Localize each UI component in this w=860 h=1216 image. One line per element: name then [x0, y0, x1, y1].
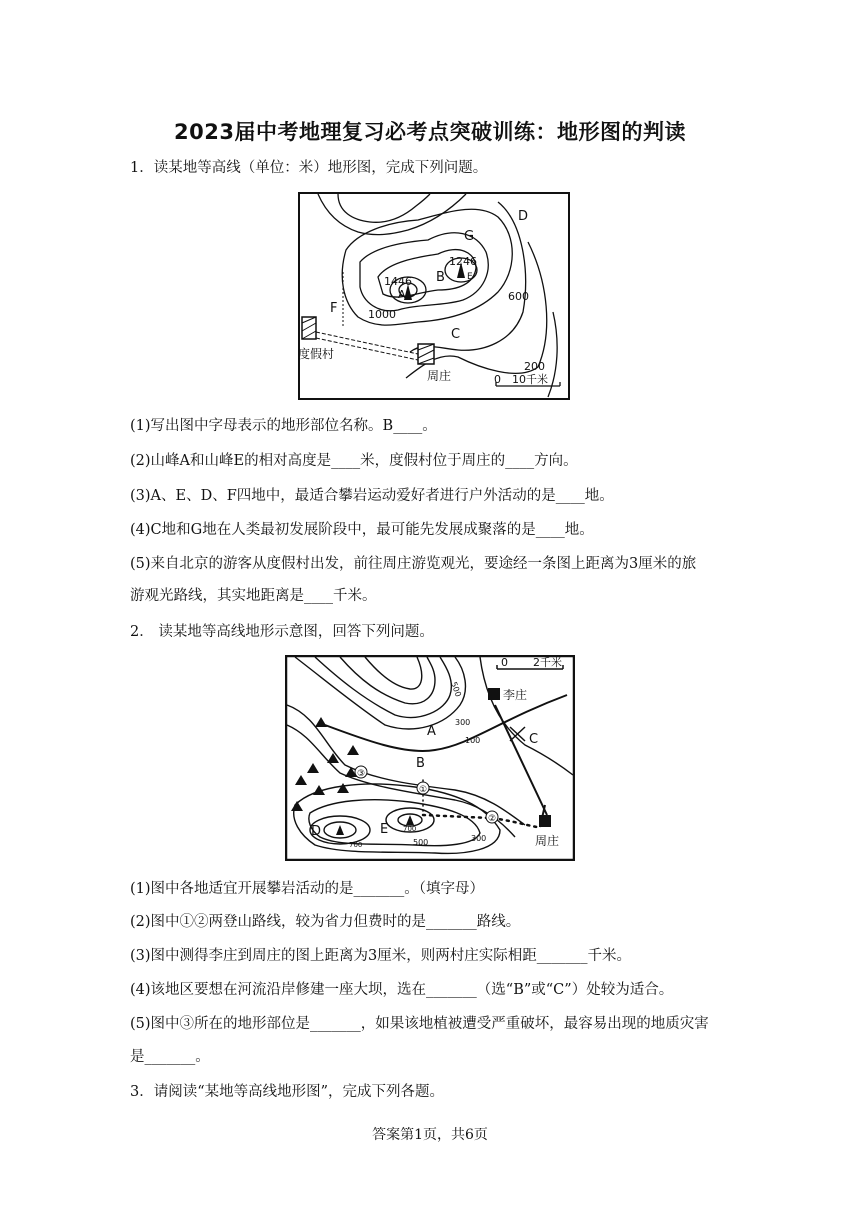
document-title: 2023届中考地理复习必考点突破训练：地形图的判读	[174, 120, 686, 144]
label-g: G	[464, 229, 475, 244]
label-c-2: C	[529, 732, 539, 747]
label-300-bottom: 300	[471, 834, 487, 843]
q2-item-1: (1)图中各地适宜开展攀岩活动的是_______。（填字母）	[130, 881, 485, 897]
label-d-2: D	[311, 824, 322, 839]
label-200: 200	[524, 360, 545, 373]
scale-2km: 2千米	[533, 656, 562, 669]
label-300-top: 300	[455, 718, 471, 727]
label-1000: 1000	[368, 308, 396, 321]
question-3-stem: 3．请阅读“某地等高线地形图”，完成下列各题。	[130, 1084, 445, 1100]
question-2-stem: 2． 读某地等高线地形示意图，回答下列问题。	[130, 624, 434, 640]
q1-item-5-cont: 游观光路线，其实地距离是____千米。	[130, 588, 377, 604]
label-zhouzhuang: 周庄	[427, 369, 452, 383]
scale-zero-2: 0	[501, 656, 508, 669]
q1-item-1: (1)写出图中字母表示的地形部位名称。B____。	[130, 418, 437, 434]
scale-zero: 0	[494, 373, 501, 386]
label-500-bottom: 500	[413, 838, 429, 847]
question-1-stem: 1．读某地等高线（单位：米）地形图，完成下列问题。	[130, 160, 488, 176]
label-f: F	[330, 301, 338, 316]
q1-item-2: (2)山峰A和山峰E的相对高度是____米，度假村位于周庄的____方向。	[130, 453, 578, 469]
contour-map-2	[285, 655, 575, 861]
label-circle-2: ②	[488, 814, 497, 824]
label-a: A	[398, 288, 406, 301]
label-resort: 度假村	[298, 347, 335, 361]
label-500-top: 500	[449, 680, 463, 699]
label-lizhuang: 李庄	[503, 688, 528, 702]
label-b-2: B	[416, 756, 425, 771]
q1-item-3: (3)A、E、D、F四地中，最适合攀岩运动爱好者进行户外活动的是____地。	[130, 488, 614, 504]
label-circle-3: ③	[357, 769, 366, 779]
label-circle-1: ①	[419, 785, 428, 795]
q2-item-4: (4)该地区要想在河流沿岸修建一座大坝，选在_______（选“B”或“C”）处较为适合。	[130, 982, 674, 998]
scale-10km: 10千米	[512, 373, 548, 386]
label-e-2: E	[380, 822, 389, 837]
label-1446: 1446	[384, 275, 412, 288]
page-footer: 答案第1页，共6页	[372, 1127, 488, 1143]
label-b: B	[436, 270, 445, 285]
label-e: E	[467, 272, 473, 282]
q1-item-5: (5)来自北京的游客从度假村出发，前往周庄游览观光，要途经一条图上距离为3厘米的旅	[130, 556, 697, 572]
q2-item-3: (3)图中测得李庄到周庄的图上距离为3厘米，则两村庄实际相距_______千米。	[130, 948, 632, 964]
q2-item-2: (2)图中①②两登山路线，较为省力但费时的是_______路线。	[130, 914, 521, 930]
q1-item-4: (4)C地和G地在人类最初发展阶段中，最可能先发展成聚落的是____地。	[130, 522, 594, 538]
label-1246: 1246	[449, 255, 477, 268]
label-d: D	[518, 209, 529, 224]
q2-item-5: (5)图中③所在的地形部位是_______，如果该地植被遭受严重破坏，最容易出现的地质灾害	[130, 1016, 709, 1032]
label-700-left: 700	[349, 841, 363, 849]
label-600: 600	[508, 290, 529, 303]
label-700-right: 700	[403, 825, 417, 833]
label-a-2: A	[427, 724, 436, 739]
label-100: 100	[465, 736, 481, 745]
q2-item-5-cont: 是_______。	[130, 1049, 210, 1065]
label-c: C	[451, 327, 461, 342]
label-zhouzhuang-2: 周庄	[535, 834, 560, 848]
contour-map-1	[298, 192, 570, 400]
